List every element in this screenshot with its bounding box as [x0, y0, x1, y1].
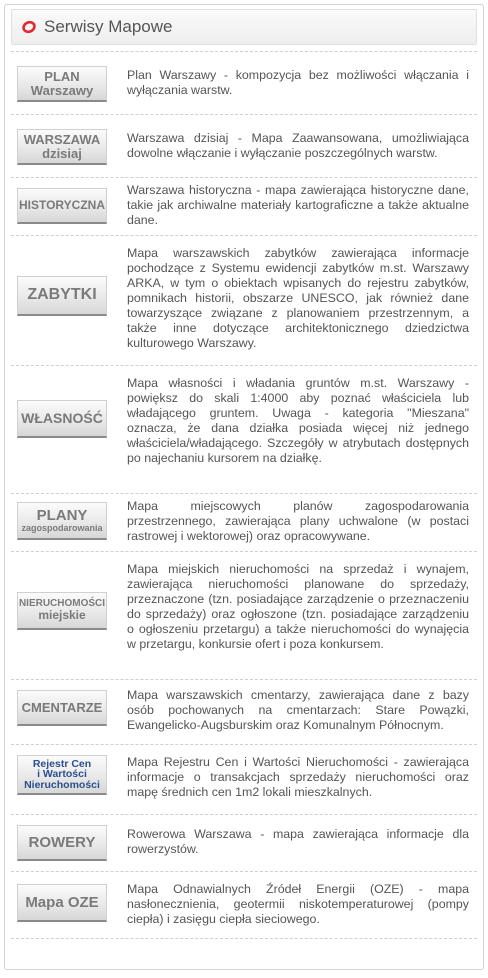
panel-header	[11, 9, 477, 45]
plan-warszawy-button[interactable]	[17, 66, 107, 102]
list-item	[11, 235, 477, 365]
red-ring-logo-icon	[22, 20, 36, 34]
nieruchomosci-miejskie-button[interactable]	[17, 592, 107, 630]
badge-line-2: dzisiaj	[42, 145, 82, 161]
map-services-panel	[4, 4, 484, 970]
badge-line-1: CMENTARZE	[21, 699, 103, 715]
list-item	[11, 744, 477, 814]
badge-line-1: Rejestr Cen	[32, 757, 92, 770]
rejestr-cen-button[interactable]	[17, 755, 107, 795]
historyczna-button[interactable]	[17, 188, 107, 224]
list-item	[11, 493, 477, 551]
list-item	[11, 51, 477, 114]
service-description: Mapa Odnawialnych Źródeł Energii (OZE) - mapa nasłonecznienia, geotermii niskotemperaturowej (pompy ciepła) i zasięgu ciepła sieciowego.	[127, 882, 469, 926]
service-description: Mapa warszawskich cmentarzy, zawierająca dane z bazy osób pochowanych na cmentarzach: Stare Powązki, Ewangelicko-Augsburskim oraz Komunalnym Północnym.	[127, 688, 469, 732]
badge-line-1: WŁASNOŚĆ	[21, 410, 103, 427]
badge-line-1: PLANY	[36, 506, 88, 524]
mapa-oze-button[interactable]	[17, 884, 107, 922]
list-item	[11, 114, 477, 177]
list-item	[11, 679, 477, 744]
list-item	[11, 177, 477, 235]
badge-line-1: Mapa OZE	[25, 893, 99, 911]
list-item	[11, 814, 477, 871]
badge-line-1: WARSZAWA	[23, 131, 101, 147]
badge-line-1: HISTORYCZNA	[18, 198, 105, 213]
rowery-button[interactable]	[17, 825, 107, 861]
plany-zagospodarowania-button[interactable]	[17, 502, 107, 540]
warszawa-dzisiaj-button[interactable]	[17, 129, 107, 165]
zabytki-button[interactable]	[17, 276, 107, 316]
service-description: Mapa warszawskich zabytków zawierająca informacje pochodzące z Systemu ewidencji zabytków m.st. Warszawy ARKA, w tym o obiektach wpisanych do rejestru zabytków, pomnikach historii, obszarze UNESCO, jak również dane towarzyszące związane z planowaniem przestrzennym, a także inne dotyczące architektonicznego dziedzictwa kulturowego Warszawy.	[127, 246, 469, 350]
service-description: Mapa miejscowych planów zagospodarowania przestrzennego, zawierająca plany uchwalone (w postaci rastrowej i wektorowej) oraz opracowywane.	[127, 499, 469, 543]
list-item	[11, 871, 477, 939]
service-description: Mapa Rejestru Cen i Wartości Nieruchomości - zawierająca informacje o transakcjach sprzedaży nieruchomości oraz mapę średnich cen 1m2 lokali mieszkalnych.	[127, 755, 469, 799]
service-description: Warszawa historyczna - mapa zawierająca historyczne dane, takie jak archiwalne materiały kartograficzne a także aktualne dane.	[127, 183, 469, 227]
badge-line-3: Nieruchomości	[24, 778, 100, 791]
services-list	[11, 51, 477, 939]
badge-line-1: ZABYTKI	[27, 286, 97, 304]
badge-line-2: i Wartości	[37, 768, 87, 781]
list-item	[11, 365, 477, 493]
service-description: Plan Warszawy - kompozycja bez możliwości włączania i wyłączania warstw.	[127, 68, 469, 97]
service-description: Rowerowa Warszawa - mapa zawierająca informacje dla rowerzystów.	[127, 827, 469, 856]
badge-line-2: Warszawy	[30, 82, 94, 98]
badge-line-1: ROWERY	[28, 833, 96, 851]
panel-title: Serwisy Mapowe	[44, 17, 173, 36]
service-description: Mapa własności i władania gruntów m.st. Warszawy - powiększ do skali 1:4000 aby poznać właściciela lub władającego gruntem. Uwaga - kategoria "Mieszana" oznacza, że dana działka posiada więcej niż jednego właściciela/władającego. Szczegóły w atrybutach dostępnych po najechaniu kursorem na działkę.	[127, 376, 469, 465]
list-item	[11, 551, 477, 679]
badge-line-2: miejskie	[38, 608, 86, 623]
badge-line-1: NIERUCHOMOŚCI	[18, 597, 106, 609]
badge-line-1: PLAN	[44, 68, 80, 84]
service-description: Mapa miejskich nieruchomości na sprzedaż i wynajem, zawierająca nieruchomości planowane do sprzedaży, przeznaczone (tzn. posiadające zarządzenie o przeznaczeniu do sprzedaży) oraz ogłoszone (tzn. posiadające zarządzeniu o ogłoszeniu przetargu) a także nieruchomości do wynajęcia w przetargu, konkursie ofert i poza konkursem.	[127, 562, 469, 651]
service-description: Warszawa dzisiaj - Mapa Zaawansowana, umożliwiająca dowolne włączanie i wyłączanie poszczególnych warstw.	[127, 131, 469, 160]
cmentarze-button[interactable]	[17, 690, 107, 726]
badge-line-2: zagospodarowania	[21, 522, 103, 533]
wlasnosc-button[interactable]	[17, 400, 107, 438]
